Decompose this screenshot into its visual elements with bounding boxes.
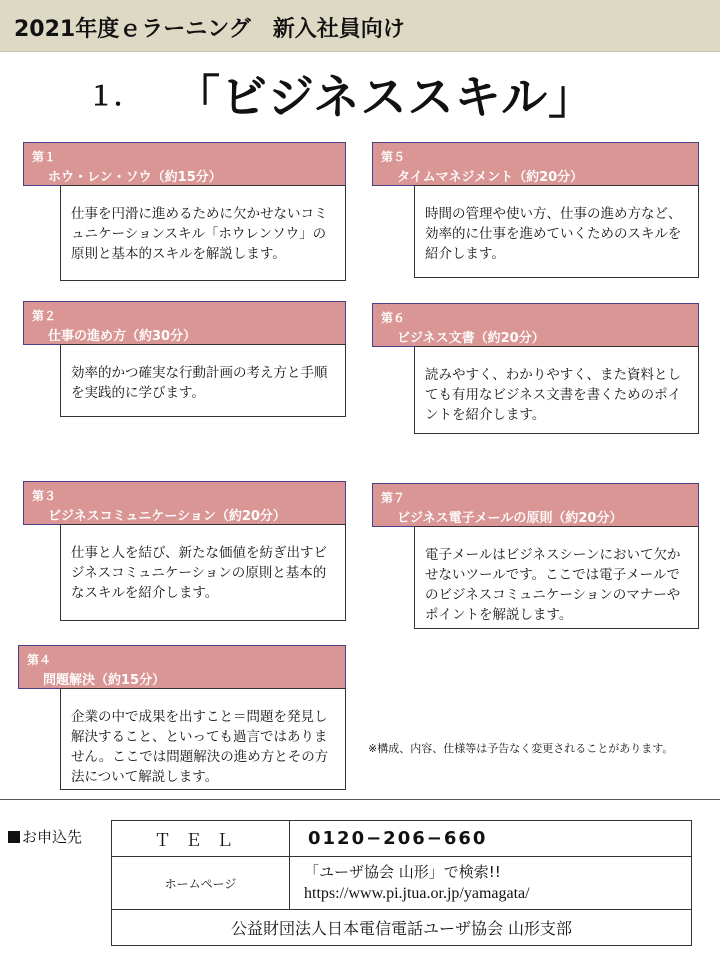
homepage-search-text: 「ユーザ協会 山形」で検索!! — [304, 863, 501, 881]
module-name: ビジネス文書（約20分） — [397, 331, 545, 346]
module-number: 第５ — [381, 150, 406, 164]
module-card-6 — [372, 303, 699, 434]
module-name: ビジネス電子メールの原則（約20分） — [397, 511, 623, 526]
tel-number: 0120−206−660 — [290, 821, 692, 857]
module-card-2 — [23, 301, 346, 417]
module-number: 第６ — [381, 311, 406, 325]
module-number: 第４ — [27, 653, 52, 667]
module-card-1 — [23, 142, 346, 282]
module-number: 第３ — [32, 489, 57, 503]
module-header — [18, 645, 346, 689]
module-card-5 — [372, 142, 699, 278]
module-name: タイムマネジメント（約20分） — [397, 170, 584, 185]
apply-label — [8, 826, 82, 847]
tel-label: ＴＥＬ — [112, 821, 290, 857]
module-name: ビジネスコミュニケーション（約20分） — [48, 509, 286, 524]
module-card-4 — [18, 645, 346, 790]
module-header — [372, 142, 699, 186]
module-header — [372, 483, 699, 527]
module-name: 問題解決（約15分） — [43, 673, 166, 688]
module-number: 第２ — [32, 309, 57, 323]
module-description: 時間の管理や使い方、仕事の進め方など、効率的に仕事を進めていくためのスキルを紹介します。 — [414, 185, 699, 278]
module-number: 第７ — [381, 491, 406, 505]
module-header — [23, 301, 346, 345]
module-description: 効率的かつ確実な行動計画の考え方と手順を実践的に学びます。 — [60, 344, 346, 417]
section-title: 「ビジネススキル」 — [174, 70, 596, 124]
homepage-cell — [290, 857, 692, 910]
module-description: 企業の中で成果を出すこと＝問題を発見し解決すること、といっても過言ではありません。ここでは問題解決の進め方とその方法について解説します。 — [60, 688, 346, 790]
module-card-3 — [23, 481, 346, 621]
module-name: 仕事の進め方（約30分） — [48, 329, 197, 344]
section-number: １． — [88, 81, 141, 112]
apply-label-text: お申込先 — [22, 828, 83, 846]
organization-name: 公益財団法人日本電信電話ユーザ協会 山形支部 — [112, 910, 692, 946]
notice-text: ※構成、内容、仕様等は予告なく変更されることがあります。 — [368, 742, 674, 755]
header-title: 2021年度ｅラーニング 新入社員向け — [14, 17, 405, 42]
module-header — [23, 481, 346, 525]
module-header — [372, 303, 699, 347]
black-square-icon — [8, 831, 20, 843]
module-header — [23, 142, 346, 186]
module-number: 第１ — [32, 150, 57, 164]
module-name: ホウ・レン・ソウ（約15分） — [48, 170, 222, 185]
divider — [0, 799, 720, 800]
page-title — [88, 64, 595, 124]
module-description: 読みやすく、わかりやすく、また資料としても有用なビジネス文書を書くためのポイントを紹介します。 — [414, 346, 699, 434]
module-description: 電子メールはビジネスシーンにおいて欠かせないツールです。ここでは電子メールでのビジネスコミュニケーションのマナーやポイントを解説します。 — [414, 526, 699, 629]
module-description: 仕事と人を結び、新たな価値を紡ぎ出すビジネスコミュニケーションの原則と基本的なスキルを紹介します。 — [60, 524, 346, 621]
homepage-url[interactable]: https://www.pi.jtua.or.jp/yamagata/ — [304, 885, 530, 902]
header-bar — [0, 0, 720, 52]
homepage-label: ホームページ — [112, 857, 290, 910]
module-description: 仕事を円滑に進めるために欠かせないコミュニケーションスキル「ホウレンソウ」の原則と基本的スキルを解説します。 — [60, 185, 346, 281]
module-card-7 — [372, 483, 699, 629]
contact-table — [111, 820, 692, 946]
